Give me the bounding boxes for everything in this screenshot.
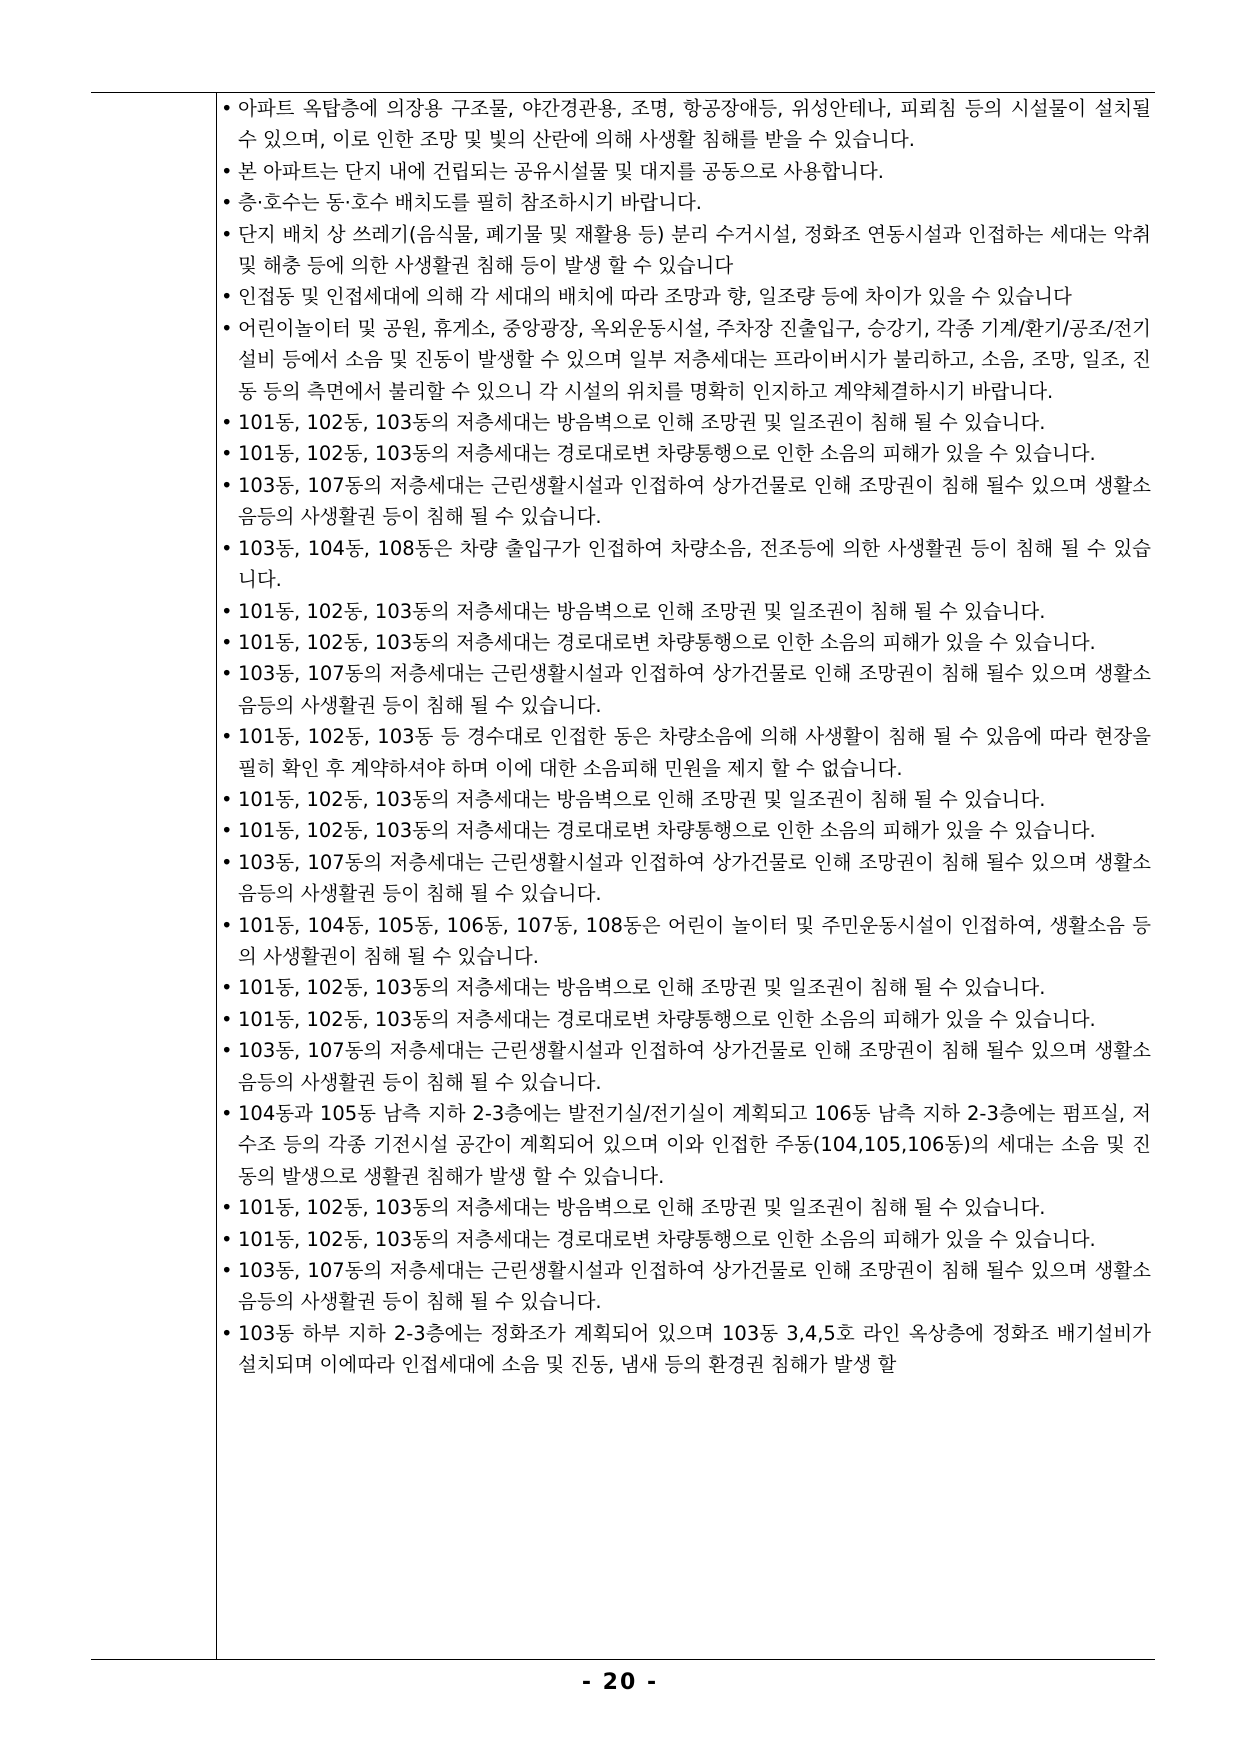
list-item-text: 101동, 102동, 103동의 저층세대는 방음벽으로 인해 조망권 및 일조권이 침해 될 수 있습니다. (238, 411, 1046, 435)
bullet-icon: • (221, 1321, 233, 1345)
list-item-text: 101동, 102동, 103동의 저층세대는 경로대로변 차량통행으로 인한 소음의 피해가 있을 수 있습니다. (238, 1227, 1096, 1251)
bullet-icon: • (221, 473, 233, 497)
list-item (217, 972, 1155, 1003)
list-item (217, 1098, 1155, 1192)
list-item (217, 156, 1155, 187)
bullet-icon: • (221, 850, 233, 874)
list-item-text: 101동, 102동, 103동 등 경수대로 인접한 동은 차량소음에 의해 사생활이 침해 될 수 있음에 따라 현장을 필히 확인 후 계약하셔야 하며 이에 대한 소음피해 민원을 제지 할 수 없습니다. (238, 725, 1151, 780)
list-item-text: 층·호수는 동·호수 배치도를 필히 참조하시기 바랍니다. (238, 191, 703, 215)
bullet-icon: • (221, 976, 233, 1000)
list-item-text: 어린이놀이터 및 공원, 휴게소, 중앙광장, 옥외운동시설, 주차장 진출입구, 승강기, 각종 기계/환기/공조/전기 설비 등에서 소음 및 진동이 발생할 수 있으며 일부 저층세대는 프라이버시가 불리하고, 소음, 조망, 일조, 진동 등의 측면에서 불리할 수 있으니 각 시설의 위치를 명확히 인지하고 계약체결하시기 바랍니다. (238, 316, 1151, 403)
bullet-icon: • (221, 1102, 233, 1125)
notice-table (91, 92, 1155, 1660)
list-item-text: 103동, 107동의 저층세대는 근린생활시설과 인접하여 상가건물로 인해 조망권이 침해 될수 있으며 생활소음등의 사생활권 등이 침해 될 수 있습니다. (238, 1039, 1151, 1094)
list-item-text: 101동, 102동, 103동의 저층세대는 경로대로변 차량통행으로 인한 소음의 피해가 있을 수 있습니다. (238, 1007, 1096, 1031)
list-item (217, 407, 1155, 438)
list-item-text: 103동, 107동의 저층세대는 근린생활시설과 인접하여 상가건물로 인해 조망권이 침해 될수 있으며 생활소음등의 사생활권 등이 침해 될 수 있습니다. (238, 662, 1151, 717)
list-item-text: 103동, 104동, 108동은 차량 출입구가 인접하여 차량소음, 전조등에 의한 사생활권 등이 침해 될 수 있습니다. (238, 536, 1151, 592)
list-item (217, 1255, 1155, 1318)
list-item-text: 본 아파트는 단지 내에 건립되는 공유시설물 및 대지를 공동으로 사용합니다. (238, 159, 884, 183)
bullet-icon: • (221, 1259, 233, 1283)
list-item-text: 104동과 105동 남측 지하 2-3층에는 발전기실/전기실이 계획되고 106동 남측 지하 2-3층에는 펌프실, 저수조 등의 각종 기전시설 공간이 계획되어 있으며 이와 인접한 주동(104,105,106동)의 세대는 소음 및 진동의 발생으로 생활권 침해가 발생 할 수 있습니다. (238, 1102, 1151, 1188)
bullet-icon: • (221, 1227, 233, 1251)
bullet-icon: • (221, 819, 233, 843)
list-item (217, 1192, 1155, 1223)
list-item (217, 313, 1155, 407)
notice-list (217, 93, 1155, 1381)
list-item-text: 인접동 및 인접세대에 의해 각 세대의 배치에 따라 조망과 향, 일조량 등에 차이가 있을 수 있습니다 (238, 285, 1072, 309)
bullet-icon: • (221, 630, 233, 654)
list-item (217, 815, 1155, 846)
bullet-icon: • (221, 442, 233, 466)
bullet-icon: • (221, 725, 233, 749)
bullet-icon: • (221, 316, 233, 340)
bullet-icon: • (221, 191, 233, 215)
bullet-icon: • (221, 599, 233, 623)
list-item (217, 281, 1155, 312)
bullet-icon: • (221, 97, 233, 120)
list-item (217, 658, 1155, 721)
list-item-text: 101동, 102동, 103동의 저층세대는 방음벽으로 인해 조망권 및 일조권이 침해 될 수 있습니다. (238, 787, 1046, 811)
list-item (217, 910, 1155, 973)
list-item (217, 219, 1155, 282)
table-bottom-border (91, 1659, 1155, 1660)
list-item (217, 1318, 1155, 1381)
bullet-icon: • (221, 536, 233, 560)
bullet-icon: • (221, 1039, 233, 1063)
list-item-text: 101동, 102동, 103동의 저층세대는 방음벽으로 인해 조망권 및 일조권이 침해 될 수 있습니다. (238, 1196, 1046, 1220)
bullet-icon: • (221, 913, 233, 937)
bullet-icon: • (221, 222, 233, 246)
list-item-text: 103동, 107동의 저층세대는 근린생활시설과 인접하여 상가건물로 인해 조망권이 침해 될수 있으며 생활소음등의 사생활권 등이 침해 될 수 있습니다. (238, 1259, 1151, 1314)
list-item (217, 470, 1155, 533)
list-item (217, 1035, 1155, 1098)
list-item-text: 101동, 102동, 103동의 저층세대는 경로대로변 차량통행으로 인한 소음의 피해가 있을 수 있습니다. (238, 442, 1096, 466)
list-item (217, 596, 1155, 627)
list-item-text: 101동, 102동, 103동의 저층세대는 방음벽으로 인해 조망권 및 일조권이 침해 될 수 있습니다. (238, 976, 1046, 1000)
bullet-icon: • (221, 787, 233, 811)
list-item (217, 627, 1155, 658)
bullet-icon: • (221, 411, 233, 435)
bullet-icon: • (221, 159, 233, 183)
bullet-icon: • (221, 285, 233, 309)
list-item-text: 101동, 102동, 103동의 저층세대는 경로대로변 차량통행으로 인한 소음의 피해가 있을 수 있습니다. (238, 630, 1096, 654)
list-item (217, 187, 1155, 218)
bullet-icon: • (221, 1196, 233, 1220)
list-item (217, 93, 1155, 156)
list-item-text: 103동 하부 지하 2-3층에는 정화조가 계획되어 있으며 103동 3,4,5호 라인 옥상층에 정화조 배기설비가 설치되며 이에따라 인접세대에 소음 및 진동, 냄새 등의 환경권 침해가 발생 할 (238, 1321, 1151, 1377)
list-item-text: 103동, 107동의 저층세대는 근린생활시설과 인접하여 상가건물로 인해 조망권이 침해 될수 있으며 생활소음등의 사생활권 등이 침해 될 수 있습니다. (238, 850, 1151, 906)
list-item-text: 101동, 102동, 103동의 저층세대는 경로대로변 차량통행으로 인한 소음의 피해가 있을 수 있습니다. (238, 819, 1096, 843)
list-item-text: 103동, 107동의 저층세대는 근린생활시설과 인접하여 상가건물로 인해 조망권이 침해 될수 있으며 생활소음등의 사생활권 등이 침해 될 수 있습니다. (238, 473, 1151, 529)
list-item-text: 101동, 104동, 105동, 106동, 107동, 108동은 어린이 놀이터 및 주민운동시설이 인접하여, 생활소음 등의 사생활권이 침해 될 수 있습니다. (238, 913, 1151, 968)
list-item (217, 533, 1155, 596)
list-item (217, 784, 1155, 815)
list-item (217, 1224, 1155, 1255)
list-item (217, 847, 1155, 910)
list-item (217, 438, 1155, 469)
list-item-text: 아파트 옥탑층에 의장용 구조물, 야간경관용, 조명, 항공장애등, 위성안테나, 피뢰침 등의 시설물이 설치될 수 있으며, 이로 인한 조망 및 빛의 산란에 의해 사생활 침해를 받을 수 있습니다. (238, 97, 1151, 152)
bullet-icon: • (221, 1007, 233, 1031)
list-item-text: 단지 배치 상 쓰레기(음식물, 폐기물 및 재활용 등) 분리 수거시설, 정화조 연동시설과 인접하는 세대는 악취 및 해충 등에 의한 사생활권 침해 등이 발생 할 수 있습니다 (238, 222, 1151, 278)
page-number: - 20 - (581, 1670, 659, 1695)
list-item (217, 721, 1155, 784)
list-item-text: 101동, 102동, 103동의 저층세대는 방음벽으로 인해 조망권 및 일조권이 침해 될 수 있습니다. (238, 599, 1046, 623)
bullet-icon: • (221, 662, 233, 686)
list-item (217, 1004, 1155, 1035)
